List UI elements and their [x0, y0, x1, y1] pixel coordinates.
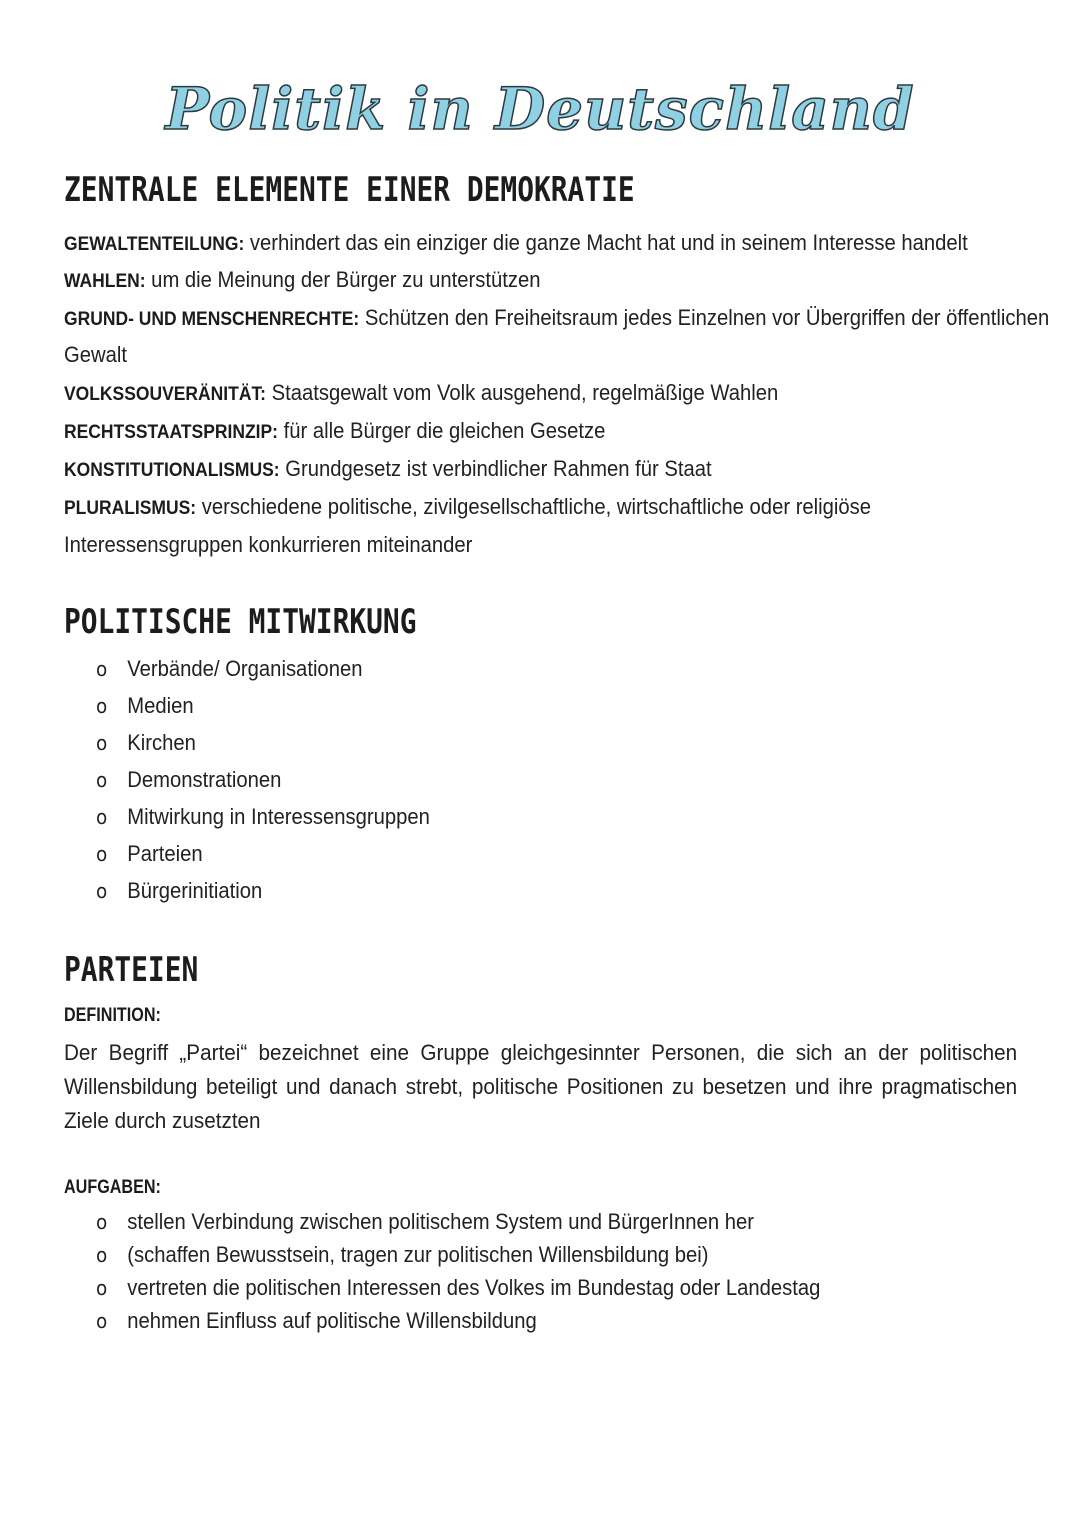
element-text: Grundgesetz ist verbindlicher Rahmen für Staat [279, 456, 712, 481]
element-term: VOLKSSOUVERÄNITÄT: [64, 384, 267, 405]
list-item: o nehmen Einfluss auf politische Willensbildung [96, 1304, 820, 1337]
element-line [64, 492, 871, 524]
section-heading-demokratie: ZENTRALE ELEMENTE EINER DEMOKRATIE [64, 170, 635, 210]
element-line [64, 265, 540, 297]
bullet-circle-icon: o [96, 1210, 108, 1234]
bullet-circle-icon: o [96, 805, 108, 829]
section-heading-parteien: PARTEIEN [64, 950, 199, 990]
bullet-circle-icon: o [96, 842, 108, 866]
element-line [64, 530, 472, 562]
element-line [64, 416, 605, 448]
list-item: o Verbände/ Organisationen [96, 650, 430, 687]
element-line [64, 378, 778, 410]
element-text: Staatsgewalt vom Volk ausgehend, regelmäßige Wahlen [266, 380, 779, 405]
bullet-circle-icon: o [96, 1276, 108, 1300]
element-line [64, 303, 1049, 335]
element-term: PLURALISMUS: [64, 498, 197, 519]
element-term: GRUND- UND MENSCHENRECHTE: [64, 309, 360, 330]
element-text: Interessensgruppen konkurrieren miteinander [64, 532, 473, 557]
list-item: o Demonstrationen [96, 761, 430, 798]
element-line [64, 228, 968, 260]
section-heading-mitwirkung: POLITISCHE MITWIRKUNG [64, 602, 417, 642]
list-item: o (schaffen Bewusstsein, tragen zur politischen Willensbildung bei) [96, 1238, 820, 1271]
bullet-circle-icon: o [96, 768, 108, 792]
element-term: KONSTITUTIONALISMUS: [64, 460, 280, 481]
element-line [64, 454, 712, 486]
element-line [64, 340, 127, 372]
list-item: o vertreten die politischen Interessen des Volkes im Bundestag oder Landestag [96, 1271, 820, 1304]
tasks-label: AUFGABEN: [64, 1177, 161, 1198]
tasks-list [96, 1205, 883, 1337]
bullet-circle-icon: o [96, 879, 108, 903]
bullet-circle-icon: o [96, 731, 108, 755]
list-item: o Mitwirkung in Interessensgruppen [96, 798, 430, 835]
list-item: o Kirchen [96, 724, 430, 761]
bullet-circle-icon: o [96, 1309, 108, 1333]
mitwirkung-list [96, 650, 459, 909]
list-item: o stellen Verbindung zwischen politischem System und BürgerInnen her [96, 1205, 820, 1238]
element-text: verhindert das ein einziger die ganze Macht hat und in seinem Interesse handelt [244, 230, 968, 255]
element-text: Gewalt [64, 342, 128, 367]
definition-text: Der Begriff „Partei“ bezeichnet eine Gruppe gleichgesinnter Personen, die sich an der politischen Willensbildung beteiligt und danach strebt, politische Positionen zu besetzen und ihre pragmatischen Ziele durch zusetzten [64, 1040, 1018, 1133]
element-term: RECHTSSTAATSPRINZIP: [64, 422, 278, 443]
element-text: um die Meinung der Bürger zu unterstützen [145, 267, 541, 292]
list-item: o Parteien [96, 835, 430, 872]
element-term: WAHLEN: [64, 271, 146, 292]
list-item: o Bürgerinitiation [96, 872, 430, 909]
element-text: verschiedene politische, zivilgesellschaftliche, wirtschaftliche oder religiöse [196, 494, 872, 519]
definition-label: DEFINITION: [64, 1005, 161, 1026]
element-term: GEWALTENTEILUNG: [64, 234, 245, 255]
list-item: o Medien [96, 687, 430, 724]
bullet-circle-icon: o [96, 1243, 108, 1267]
element-text: für alle Bürger die gleichen Gesetze [277, 418, 606, 443]
page-title: Politik in Deutschland [165, 75, 915, 143]
element-text: Schützen den Freiheitsraum jedes Einzelnen vor Übergriffen der öffentlichen [359, 305, 1050, 330]
bullet-circle-icon: o [96, 657, 108, 681]
bullet-circle-icon: o [96, 694, 108, 718]
